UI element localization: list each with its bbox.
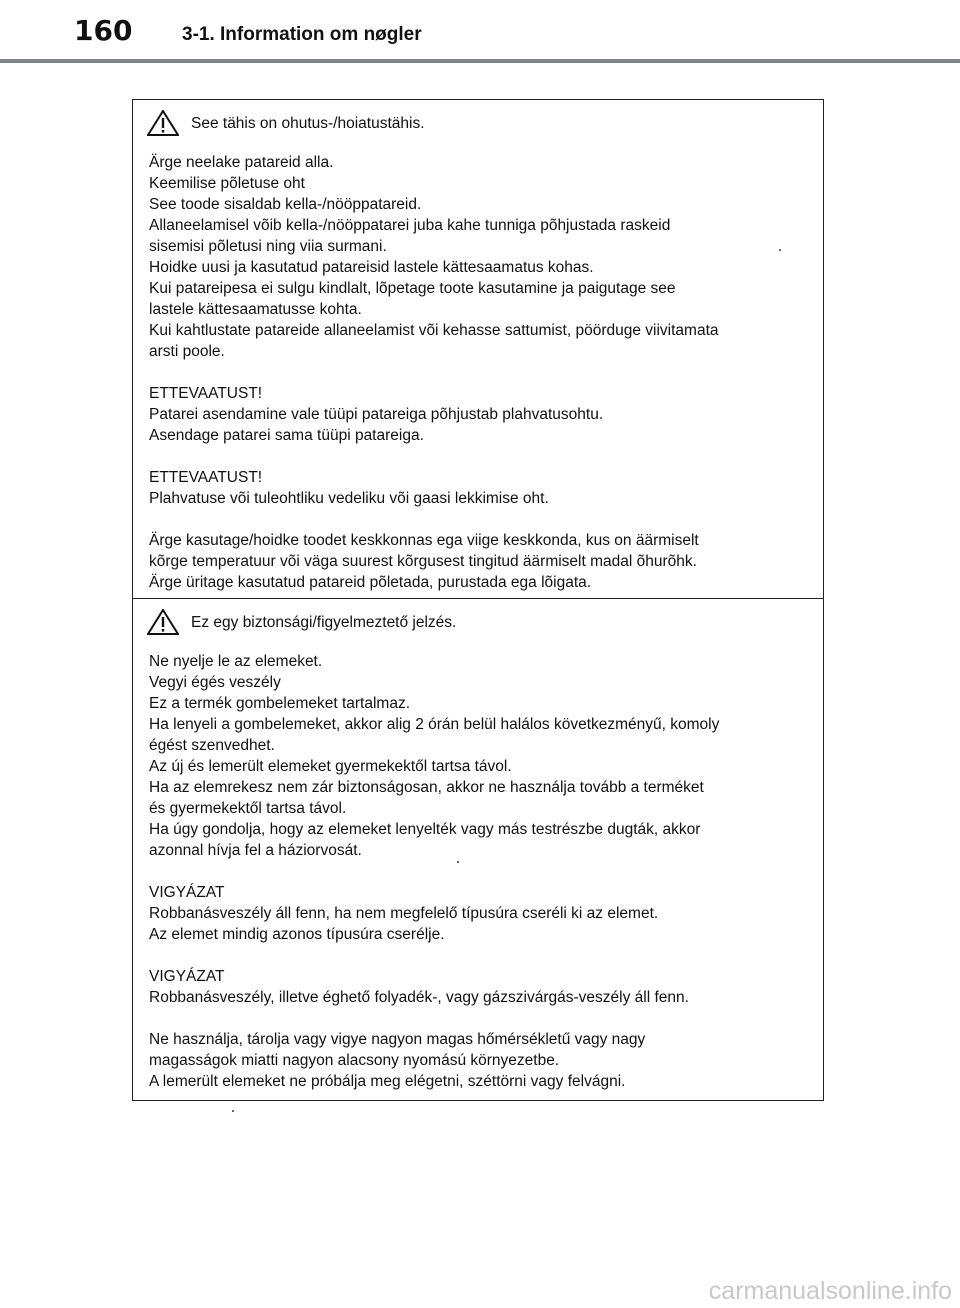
warning-caption: See tähis on ohutus-/hoiatustähis. <box>191 115 425 132</box>
warning-triangle-icon <box>147 609 179 635</box>
text-line: Patarei asendamine vale tüüpi patareiga põhjustab plahvatusohtu. <box>149 406 604 423</box>
text-line: Ez a termék gombelemeket tartalmaz. <box>149 695 411 712</box>
section-title: 3-1. Information om nøgler <box>182 24 422 45</box>
text-line: égést szenvedhet. <box>149 737 275 754</box>
paragraph <box>149 530 819 593</box>
text-line: Allaneelamisel võib kella-/nööppatarei juba kahe tunniga põhjustada raskeid <box>149 217 671 234</box>
text-line: A lemerült elemeket ne próbálja meg elégetni, széttörni vagy felvágni. <box>149 1073 626 1090</box>
text-line: kõrge temperatuur või väga suurest kõrgusest tingitud äärmiselt madal õhurõhk. <box>149 553 697 570</box>
text-line: Keemilise põletuse oht <box>149 175 305 192</box>
text-line: és gyermekektől tartsa távol. <box>149 800 347 817</box>
warning-box-hungarian <box>132 598 824 1101</box>
text-line: azonnal hívja fel a háziorvosát. <box>149 842 362 859</box>
scan-speck <box>779 249 781 251</box>
paragraph <box>149 1029 819 1092</box>
paragraph <box>149 152 819 362</box>
warning-box-estonian <box>132 99 824 599</box>
text-line: VIGYÁZAT <box>149 968 225 985</box>
text-line: Kui kahtlustate patareide allaneelamist või kehasse sattumist, pöörduge viivitamata <box>149 322 719 339</box>
page-header <box>0 0 960 64</box>
text-line: Robbanásveszély, illetve éghető folyadék-, vagy gázszivárgás-veszély áll fenn. <box>149 989 689 1006</box>
text-line: ETTEVAATUST! <box>149 385 263 402</box>
text-line: arsti poole. <box>149 343 225 360</box>
scan-speck <box>232 1110 234 1112</box>
scan-speck <box>457 861 459 863</box>
text-line: See toode sisaldab kella-/nööppatareid. <box>149 196 422 213</box>
text-line: Ha lenyeli a gombelemeket, akkor alig 2 órán belül halálos következményű, komoly <box>149 716 720 733</box>
text-line: Ne nyelje le az elemeket. <box>149 653 323 670</box>
page-number: 160 <box>74 14 133 47</box>
text-line: Kui patareipesa ei sulgu kindlalt, lõpetage toote kasutamine ja paigutage see <box>149 280 676 297</box>
warning-caption: Ez egy biztonsági/figyelmeztető jelzés. <box>191 614 457 631</box>
text-line: Robbanásveszély áll fenn, ha nem megfelelő típusúra cseréli ki az elemet. <box>149 905 659 922</box>
text-line: lastele kättesaamatusse kohta. <box>149 301 362 318</box>
text-line: Ärge neelake patareid alla. <box>149 154 334 171</box>
text-line: Az új és lemerült elemeket gyermekektől tartsa távol. <box>149 758 512 775</box>
warning-triangle-icon <box>147 110 179 136</box>
text-line: Hoidke uusi ja kasutatud patareisid lastele kättesaamatus kohas. <box>149 259 594 276</box>
text-line: Ha az elemrekesz nem zár biztonságosan, akkor ne használja tovább a terméket <box>149 779 704 796</box>
header-rule <box>0 59 960 63</box>
paragraph <box>149 882 819 945</box>
paragraph <box>149 467 819 509</box>
text-line: VIGYÁZAT <box>149 884 225 901</box>
text-line: Ärge üritage kasutatud patareid põletada, purustada ega lõigata. <box>149 574 592 591</box>
warning-content <box>149 152 819 614</box>
paragraph <box>149 383 819 446</box>
text-line: Asendage patarei sama tüüpi patareiga. <box>149 427 424 444</box>
paragraph <box>149 966 819 1008</box>
watermark: carmanualsonline.info <box>708 1277 952 1305</box>
text-line: Ha úgy gondolja, hogy az elemeket lenyelték vagy más testrészbe dugták, akkor <box>149 821 701 838</box>
text-line: Az elemet mindig azonos típusúra cserélje. <box>149 926 445 943</box>
text-line: magasságok miatti nagyon alacsony nyomású környezetbe. <box>149 1052 560 1069</box>
warning-content <box>149 651 819 1113</box>
text-line: Vegyi égés veszély <box>149 674 281 691</box>
text-line: sisemisi põletusi ning viia surmani. <box>149 238 387 255</box>
text-line: Ärge kasutage/hoidke toodet keskkonnas ega viige keskkonda, kus on äärmiselt <box>149 532 699 549</box>
text-line: Plahvatuse või tuleohtliku vedeliku või gaasi lekkimise oht. <box>149 490 549 507</box>
paragraph <box>149 651 819 861</box>
text-line: ETTEVAATUST! <box>149 469 263 486</box>
text-line: Ne használja, tárolja vagy vigye nagyon magas hőmérsékletű vagy nagy <box>149 1031 646 1048</box>
